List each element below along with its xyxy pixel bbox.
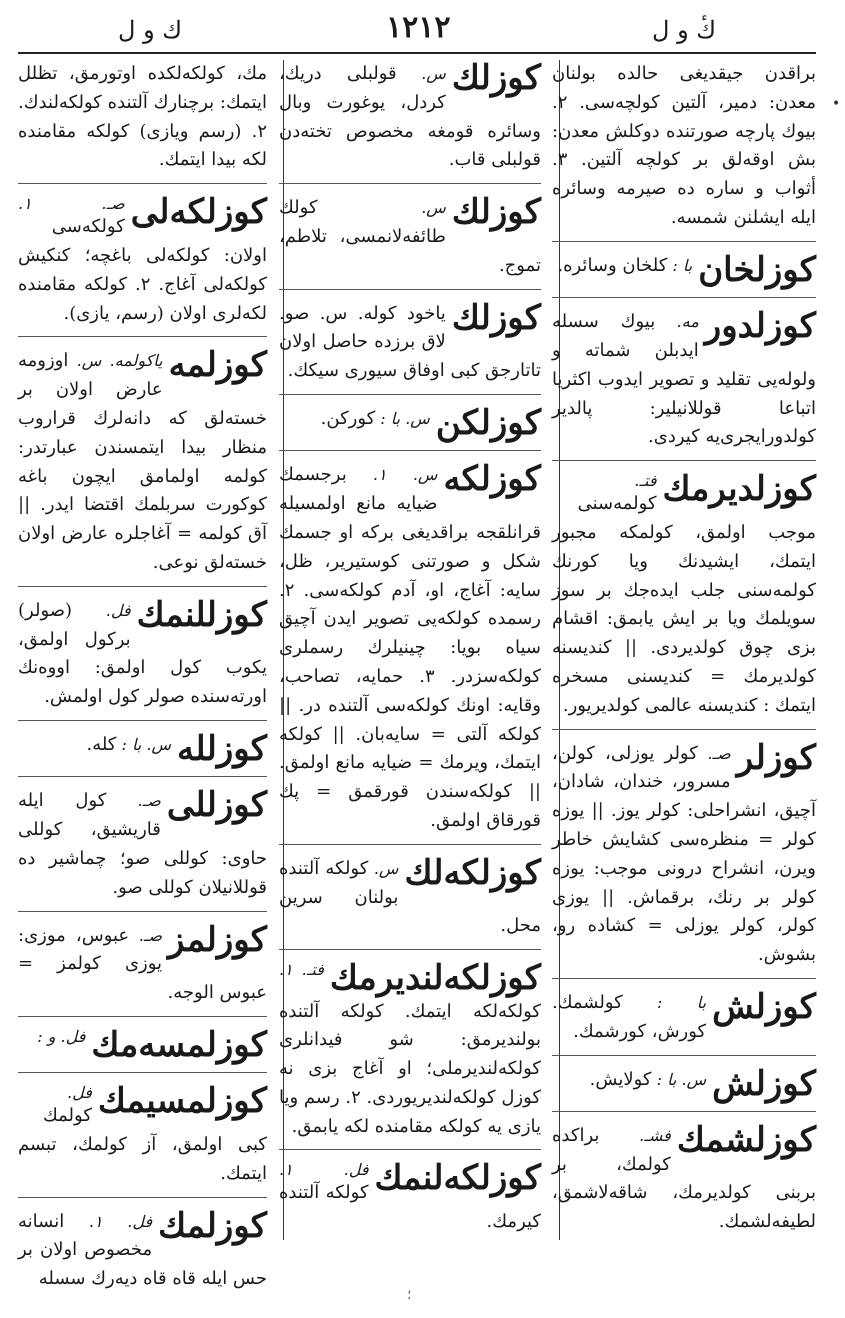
dictionary-entry (18, 594, 267, 721)
entry-definition: كولكه‌سى اولان: كولكه‌لى باغچه؛ كنكيش كولكه‌لى آغاج. ٢. كولكه مقامنده لكه‌لرى اولان (رسم، يازى). (18, 216, 267, 324)
entry-headword: كوزلمه (168, 345, 267, 386)
entry-headword: كوزلش (712, 1063, 816, 1104)
header-rule (18, 52, 816, 54)
dictionary-entry (552, 986, 816, 1056)
entry-headword: كوزلمز (168, 919, 267, 960)
entry-definition: كولايش. (589, 1068, 652, 1090)
entry-grammar: س. (373, 858, 399, 878)
footer-mark: ؛ (407, 1287, 412, 1303)
entry-definition: كولر يوزلى، كولن، مسرور، خندان، شادان، آچيق، انشراحلى: كولر يوز. || يوزه كولر = منظره‌سى كشايش خاطر ويرن، انشراح درونى موجب: يوزه كولر بر رنك، برقماش. || يوزى كولر، كولر يوزلى = كشاده رو، بشوش. (552, 742, 816, 966)
dictionary-entry (279, 960, 541, 1150)
entry-definition: كولمك كبى اولمق، آز كولمك، تبسم ايتمك. (18, 1105, 267, 1184)
entry-headword: كوزلكه‌لنديرمك (329, 958, 541, 999)
entry-definition: انسانه مخصوص اولان بر حس ايله قاه قاه ديه‌رك سسله (18, 1210, 267, 1290)
entry-grammar: فل. (67, 1083, 92, 1103)
entry-definition: مك، كولكه‌لكده اوتورمق، تظلل ايتمك: برچنارك آلتنده كولكه‌لندك. ٢. (رسم ويازى) كولكه مقامنده لكه بيدا ايتمك. (18, 63, 267, 171)
entry-grammar: فشـ. (639, 1125, 671, 1145)
entry-headword: كوزلكه‌لى (130, 192, 267, 233)
entry-grammar: س. با : (380, 408, 430, 428)
entry-headword: كوزلمك (158, 1205, 267, 1246)
entry-definition: اوزومه عارض اولان بر خسته‌لق كه دانه‌لرك قراروب منظار بيدا ايتمسندن عبارتدر: كولمه اولمامق ايچون باغه كوكورت سربلمك اقتضا ايدر. || آق كولمه = آغاجلره عارض اولان خسته‌لق نوعى. (18, 350, 267, 573)
dictionary-entry (18, 1205, 267, 1302)
page-header (0, 0, 845, 52)
entry-definition: كولك طائفه‌لانمسى، تلاطم، تموج. (279, 197, 541, 276)
dictionary-entry (552, 249, 816, 298)
entry-headword: كوزلدور (704, 306, 816, 347)
entry-headword: كوزللى (166, 785, 267, 826)
entry-grammar: فتـ. ١. (279, 960, 324, 980)
dictionary-entry (552, 1063, 816, 1112)
dictionary-entry (279, 60, 541, 184)
entry-headword: كوزللنمك (136, 594, 267, 635)
dictionary-entry (552, 471, 816, 729)
entry-headword: كوزلك (451, 58, 541, 98)
entry-headword: كوزلشمك (676, 1119, 816, 1160)
entry-definition: بيوك سسله ايدبلن شماته و ولوله‌يى تقليد و تصوير ايدوب اكثريا اتباعا قوللانيلير: پالدير كولدورايجرى‌يه كيردى. (552, 311, 816, 448)
entry-headword: كوزلكه‌لك (404, 852, 541, 893)
entry-definition: كولمه‌سنى موجب اولمق، كولمكه مجبور ايتمك، ايشيدنك ويا كورنك كولمه‌سنى جلب ايده‌جك بر سوز سويلمك ويا بر ايش يابمق: اقشام بزى چوق كولديردى. || كنديسنه كولديرمك = كنديسنى مسخره ايتمك : كنديسنه عالمى كولديريور. (552, 493, 816, 716)
dictionary-entry (18, 728, 267, 777)
entry-grammar: مه. (676, 312, 699, 332)
dictionary-entry (552, 737, 816, 979)
column-left (18, 60, 267, 1290)
entry-grammar: فتـ. (634, 471, 657, 491)
entry-grammar: س. (421, 198, 446, 218)
dictionary-entry (18, 60, 267, 184)
entry-grammar: فل. ١. (88, 1211, 153, 1231)
entry-definition: عبوس، موزى: يوزى كولمز = عبوس الوجه. (18, 924, 267, 1004)
entry-definition: كلخان وسائره. (557, 254, 668, 276)
entry-grammar: فل. ١. (279, 1160, 369, 1180)
entry-definition: براكده كولمك، بر بربنى كولديرمك، شاقه‌لاشمق، لطيفه‌لشمك. (552, 1124, 816, 1233)
entry-headword: كوزلكن (435, 402, 541, 443)
dictionary-entry (18, 194, 267, 337)
entry-headword: كوزلديرمك (662, 469, 816, 510)
entry-definition: كولشمك. كورش، كورشمك. (552, 991, 707, 1042)
entry-grammar: با : (672, 255, 693, 275)
column-middle (279, 60, 541, 1240)
entry-headword: كوزلكه‌لنمك (374, 1158, 541, 1199)
entry-grammar: صـ. (137, 791, 161, 811)
entry-grammar: س. با : (656, 1069, 707, 1089)
dictionary-entry (18, 1024, 267, 1073)
dictionary-entry (279, 461, 541, 844)
dictionary-entry (18, 1083, 267, 1197)
entry-headword: كوزلكه (443, 459, 541, 500)
dictionary-entry (279, 194, 541, 289)
entry-grammar: فل. و : (37, 1026, 86, 1046)
dictionary-entry (279, 402, 541, 451)
page-number: ١٢١٢ (386, 10, 451, 45)
dictionary-entry (18, 787, 267, 911)
entry-headword: كوزلله (176, 728, 267, 769)
entry-grammar: س. با : (121, 734, 171, 754)
entry-headword: كوزلخان (698, 249, 816, 290)
dictionary-entry (279, 852, 541, 950)
entry-definition: كوركن. (320, 407, 376, 429)
entry-grammar: فل. (105, 600, 131, 620)
entry-headword: كوزلمسيمك (97, 1081, 267, 1122)
entry-definition: برجسمك ضيايه مانع اولمسيله قرانلقجه براقديغى بركه او جسمك شكل و صورتنى كوستيرير، ظل، سايه: آغاج، او، آدم كولكه‌سى. ٢. رسمده كولكه‌يى تصوير ايدن آچيق سياه بويا: چينيلرك رسملرى كولكه‌سزدر. ٣. حمايه، تصاحب، وقايه: اونك كولكه‌سى آلتنده در. || كولكه آلتى = سايه‌بان. || كولكه ايتمك، ويرمك = ضيايه مانع اولمق. || كولكه‌سندن قورقمق = پك قورقاق اولمق. (279, 464, 541, 831)
entry-definition: كولكه آلتنده كيرمك. (279, 1182, 541, 1233)
entry-headword: كوزلمسه‌مك (91, 1024, 267, 1065)
entry-definition: كولكه آلتنده بولنان سرين محل. (279, 857, 541, 937)
dictionary-entry (552, 1119, 816, 1245)
entry-grammar: س. ١. (372, 465, 438, 485)
dictionary-page (18, 58, 816, 1290)
dictionary-entry (552, 60, 816, 242)
entry-grammar: س. (421, 64, 446, 83)
entry-headword: كوزلش (712, 986, 816, 1027)
entry-grammar: صـ. (707, 743, 731, 763)
header-right-catchword: كٔ و ل (652, 16, 717, 44)
dictionary-entry (552, 308, 816, 461)
entry-headword: كوزلر (736, 737, 816, 778)
entry-definition: كله. (86, 733, 117, 755)
dictionary-entry (279, 1160, 541, 1245)
dictionary-entry (18, 347, 267, 586)
dictionary-entry (18, 919, 267, 1017)
entry-definition: ياخود كوله. س. صو. لاق برزده حاصل اولان تاتارجق كبى اوفاق سيورى سيكك. (279, 302, 541, 382)
entry-definition: (صولر) بركول اولمق، يكوب كول اولمق: اووه‌نك اورته‌سنده صولر كول اولمش. (18, 599, 267, 708)
dictionary-entry (279, 297, 541, 395)
entry-grammar: با : (657, 992, 707, 1012)
entry-definition: كول ايله قاريشيق، كوللى حاوى: كوللى صو؛ چماشير ده قوللانيلان كوللى صو. (18, 790, 267, 898)
entry-definition: براقدن جيقديغى حالده بولنان معدن: دمير، آلتين كولچه‌سى. ٢. بيوك پارچه صورتنده دوكلش معدن: بش اوقه‌لق بر كولچه آلتين. ٣. أثواب و ساره ده صيرمه وسائره ايله ايشلنن شمسه. (552, 63, 816, 228)
entry-grammar: صـ. ١. (18, 194, 125, 214)
entry-definition: كولكه‌لكه ايتمك. كولكه آلتنده بولنديرمق: شو فيدانلرى كولكه‌لنديرملى؛ او آغاج بزى نه كوزل كولكه‌لنديريوردى. ٢. رسم ويا يازى يه كولكه مقامنده لكه يابمق. (279, 1000, 541, 1137)
entry-headword: كوزلك (451, 192, 541, 233)
entry-headword: كوزلك (451, 297, 541, 338)
entry-grammar: ياكولمه. س. (76, 351, 163, 371)
margin-dot: • (832, 96, 841, 112)
header-left-catchword: ك و ل (118, 16, 183, 44)
entry-definition: قولبلى دريك، كردل، يوغورت وبال وسائره قومغه مخصوص تخته‌دن قولبلى قاب. (279, 63, 541, 171)
column-right (552, 60, 816, 1240)
entry-grammar: صـ. (138, 925, 163, 945)
